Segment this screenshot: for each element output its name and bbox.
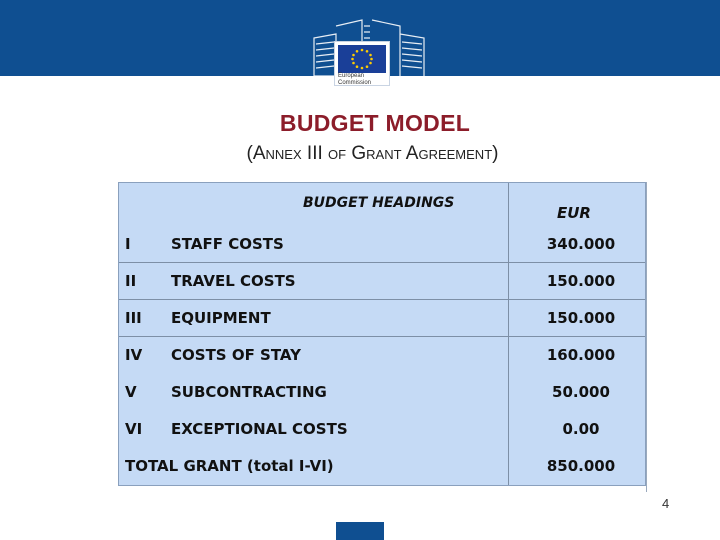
european-commission-logo	[306, 16, 430, 98]
row-value: 150.000	[546, 272, 616, 290]
row-label: STAFF COSTS	[171, 235, 284, 253]
row-label: COSTS OF STAY	[171, 346, 301, 364]
row-number: VI	[125, 420, 143, 438]
subtitle-part: III	[301, 143, 329, 164]
total-value: 850.000	[546, 457, 616, 475]
subtitle-part: (A	[246, 143, 266, 164]
row-divider	[119, 262, 645, 263]
eu-flag-icon	[338, 45, 386, 73]
row-label: EXCEPTIONAL COSTS	[171, 420, 348, 438]
row-value: 0.00	[562, 420, 600, 438]
row-divider	[119, 299, 645, 300]
row-number: I	[125, 235, 131, 253]
bottom-accent-bar	[336, 522, 384, 540]
subtitle-part: RANT	[366, 147, 402, 162]
row-value: 160.000	[546, 346, 616, 364]
page-subtitle	[0, 143, 720, 165]
row-label: EQUIPMENT	[171, 309, 271, 327]
subtitle-part: )	[492, 143, 499, 164]
budget-table	[118, 182, 646, 486]
currency-header: EUR	[557, 204, 591, 222]
logo-text-line2: Commission	[338, 80, 372, 86]
page-number: 4	[662, 496, 670, 511]
subtitle-part: OF	[328, 147, 347, 162]
subtitle-part: G	[346, 143, 367, 164]
logo-text	[338, 73, 371, 87]
row-number: II	[125, 272, 137, 290]
row-value: 340.000	[546, 235, 616, 253]
page-title: BUDGET MODEL	[279, 110, 471, 136]
row-divider	[119, 336, 645, 337]
row-label: TRAVEL COSTS	[171, 272, 296, 290]
row-value: 50.000	[552, 383, 610, 401]
subtitle-part: GREEMENT	[418, 147, 493, 162]
slide-edge-line	[646, 182, 647, 492]
total-label: TOTAL GRANT (total I-VI)	[125, 457, 334, 475]
column-divider	[508, 183, 509, 485]
logo-text-line1: European	[338, 73, 365, 79]
row-value: 150.000	[546, 309, 616, 327]
row-number: III	[125, 309, 142, 327]
subtitle-part: NNEX	[265, 147, 302, 162]
row-number: V	[125, 383, 137, 401]
budget-headings-header: BUDGET HEADINGS	[303, 195, 455, 211]
row-number: IV	[125, 346, 143, 364]
row-label: SUBCONTRACTING	[171, 383, 327, 401]
eu-flag-badge	[334, 41, 390, 86]
subtitle-part: A	[401, 143, 419, 164]
